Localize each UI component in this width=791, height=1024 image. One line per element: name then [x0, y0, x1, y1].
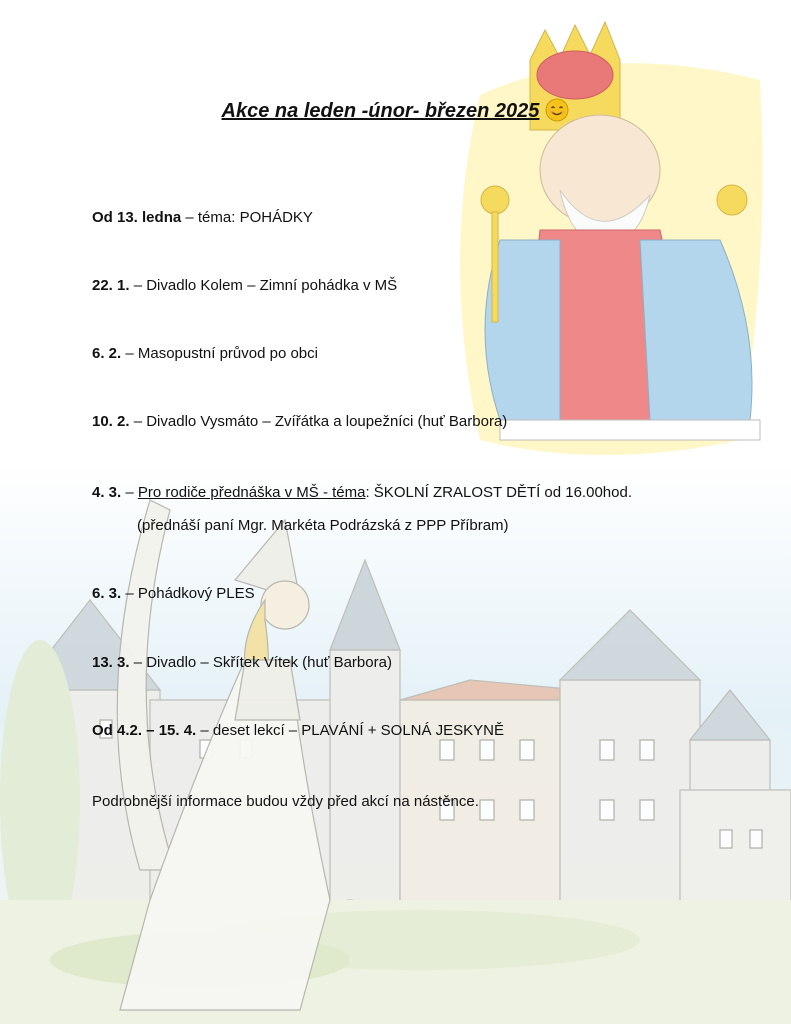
event-subtext-text: (přednáší paní Mgr. Markéta Podrázská z PPP Příbram)	[137, 517, 509, 534]
event-separator: –	[129, 654, 147, 671]
event-subtext	[137, 517, 509, 534]
footer-note	[92, 793, 479, 810]
event-date: 22. 1.	[92, 277, 130, 294]
event-text: téma: POHÁDKY	[197, 209, 313, 226]
event-separator: –	[129, 277, 147, 294]
event-line	[92, 722, 504, 739]
event-date: 13. 3.	[92, 654, 130, 671]
event-separator: –	[129, 413, 147, 430]
event-text: Masopustní průvod po obci	[137, 345, 318, 362]
event-date: Od 4.2. – 15. 4.	[92, 722, 197, 739]
event-date: 4. 3.	[92, 484, 122, 501]
title-text: Akce na leden -únor- březen 2025	[221, 100, 540, 122]
event-text: Divadlo Vysmáto – Zvířátka a loupežníci (huť Barbora)	[146, 413, 508, 430]
event-date: Od 13. ledna	[92, 209, 182, 226]
event-date: 6. 2.	[92, 345, 122, 362]
event-line	[92, 413, 507, 430]
event-text: Divadlo – Skřítek Vítek (huť Barbora)	[146, 654, 392, 671]
event-separator: –	[121, 585, 138, 602]
page-title	[0, 98, 791, 128]
event-separator: –	[181, 209, 198, 226]
event-separator: –	[121, 345, 138, 362]
event-date: 10. 2.	[92, 413, 130, 430]
event-separator: –	[196, 722, 213, 739]
footer-text: Podrobnější informace budou vždy před akcí na nástěnce.	[92, 793, 479, 810]
smiling-face-icon	[545, 98, 569, 128]
event-text: deset lekcí – PLAVÁNÍ + SOLNÁ JESKYNĚ	[212, 722, 505, 739]
event-date: 6. 3.	[92, 585, 122, 602]
event-highlight: Pro rodiče přednáška v MŠ - téma	[137, 484, 366, 501]
event-text: : ŠKOLNÍ ZRALOST DĚTÍ od 16.00hod.	[365, 484, 632, 501]
event-separator: –	[121, 484, 138, 501]
event-line	[92, 484, 632, 501]
event-line	[92, 345, 318, 362]
event-text: Pohádkový PLES	[137, 585, 255, 602]
event-line	[92, 585, 255, 602]
event-line	[92, 654, 392, 671]
event-line	[92, 277, 397, 294]
event-line	[92, 209, 313, 226]
king-illustration	[460, 22, 763, 455]
event-text: Divadlo Kolem – Zimní pohádka v MŠ	[146, 277, 398, 294]
